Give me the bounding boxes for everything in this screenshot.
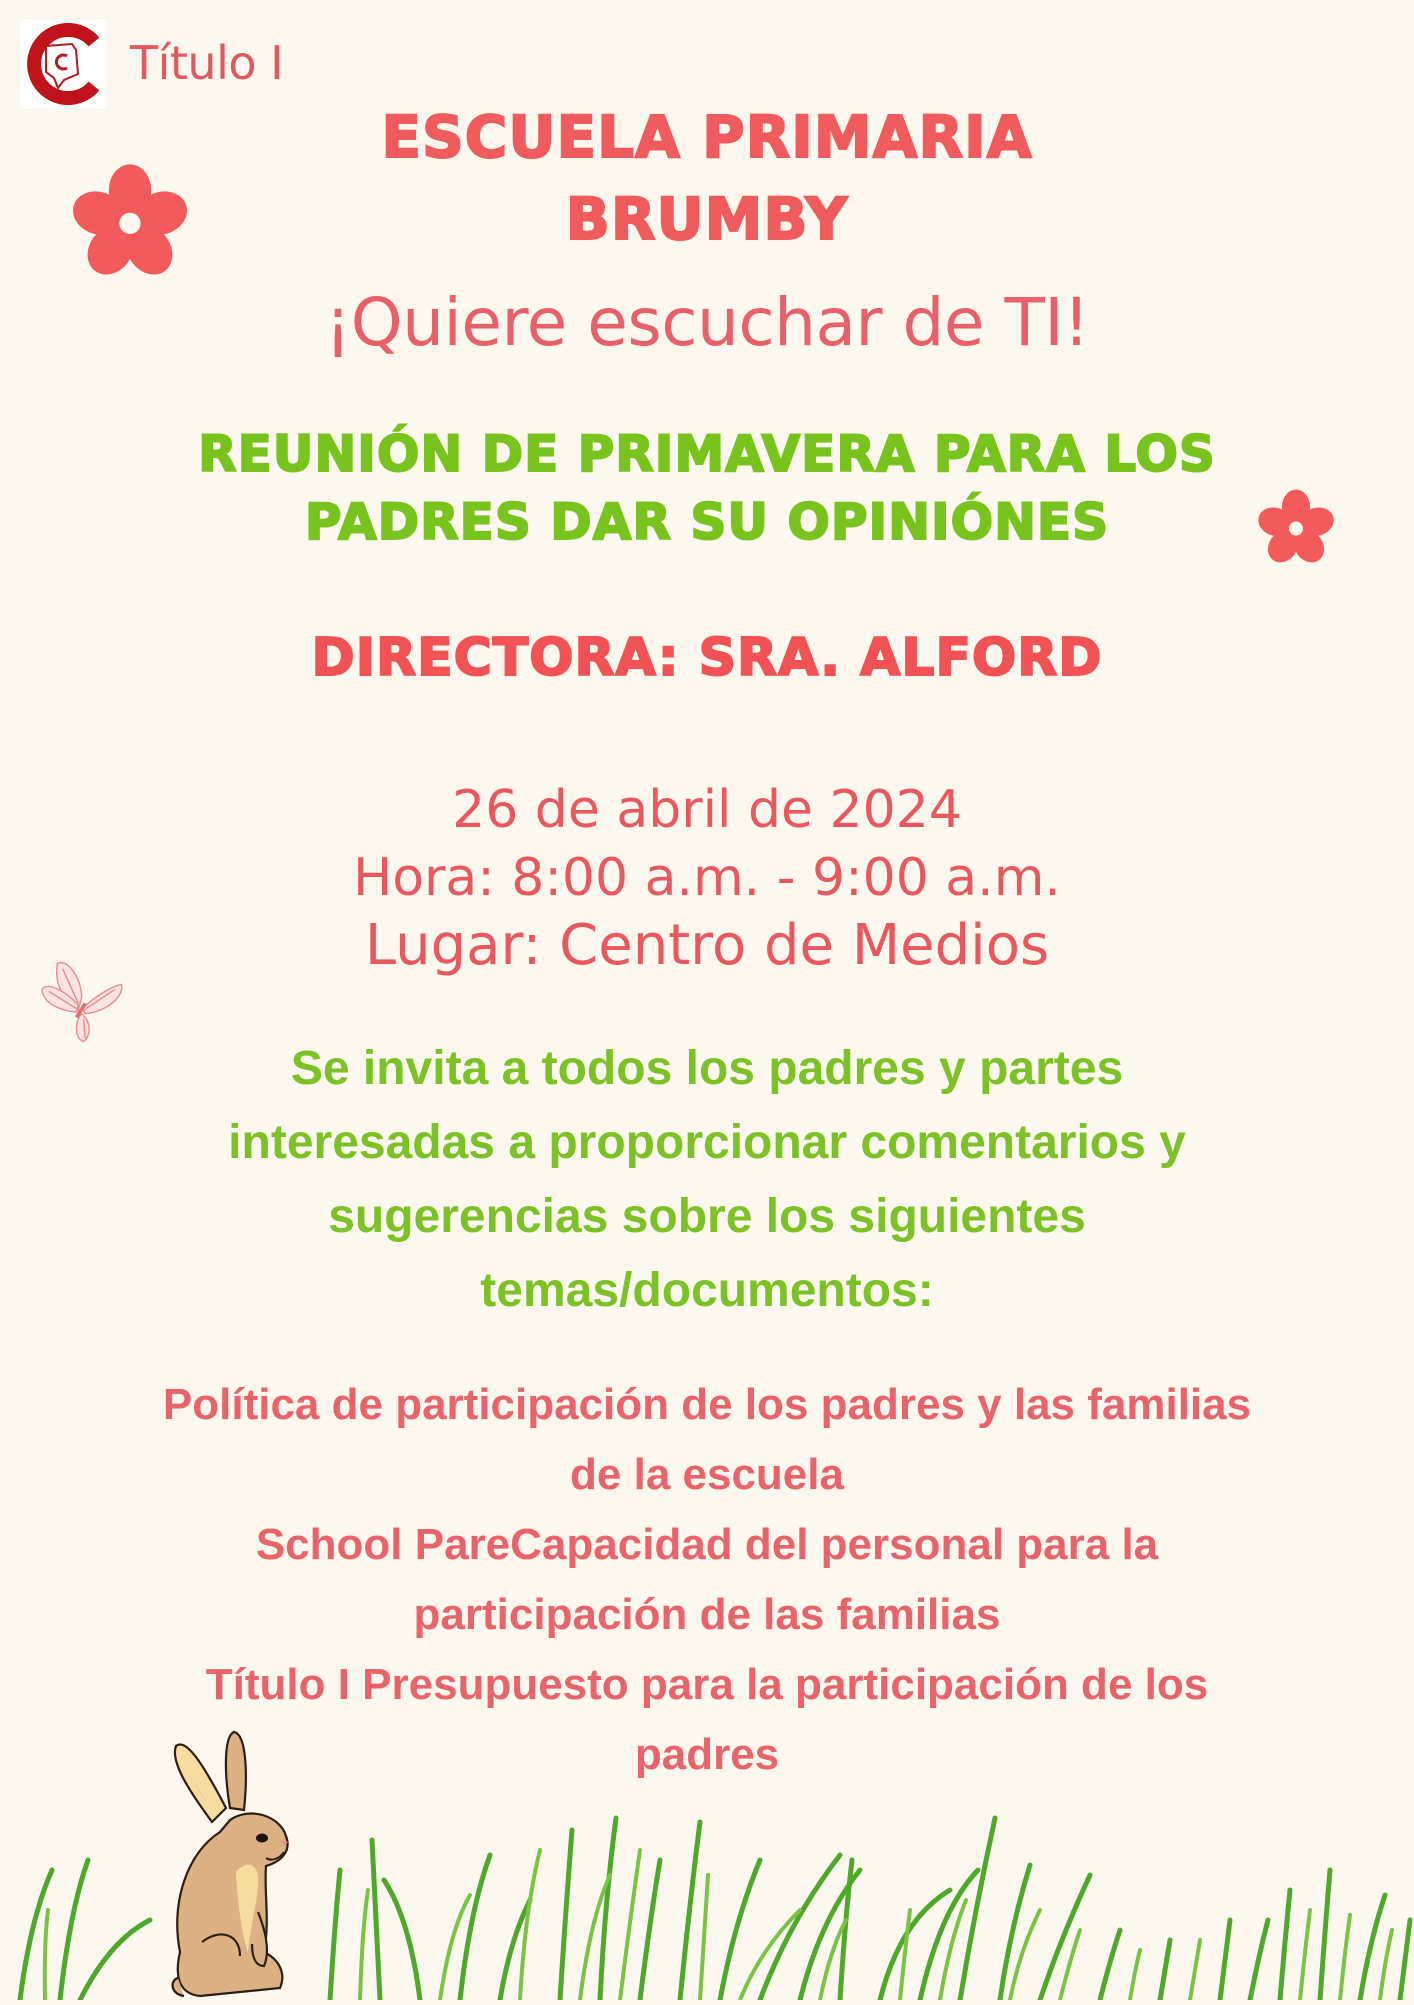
topic-line: participación de las familias bbox=[413, 1590, 1001, 1639]
topic-item bbox=[60, 1370, 1354, 1510]
topic-line: de la escuela bbox=[570, 1450, 844, 1499]
event-details bbox=[0, 776, 1414, 980]
event-time: Hora: 8:00 a.m. - 9:00 a.m. bbox=[353, 848, 1061, 908]
invitation-text bbox=[0, 1032, 1414, 1328]
topic-line: School PareCapacidad del personal para la bbox=[255, 1520, 1159, 1569]
bunny-icon bbox=[140, 1712, 310, 2000]
invitation-line: temas/documentos: bbox=[480, 1264, 934, 1317]
invitation-line: interesadas a proporcionar comentarios y bbox=[228, 1116, 1186, 1169]
district-c-logo-icon bbox=[20, 20, 106, 108]
topic-item bbox=[60, 1510, 1354, 1650]
meeting-title bbox=[0, 420, 1414, 556]
event-date: 26 de abril de 2024 bbox=[452, 780, 962, 840]
school-name-line: ESCUELA PRIMARIA bbox=[381, 103, 1033, 171]
school-name-line: BRUMBY bbox=[565, 185, 849, 253]
school-name bbox=[0, 96, 1414, 260]
topic-line: padres bbox=[634, 1730, 780, 1779]
event-location: Lugar: Centro de Medios bbox=[364, 913, 1050, 978]
meeting-title-line: REUNIÓN DE PRIMAVERA PARA LOS bbox=[198, 425, 1216, 483]
invitation-line: Se invita a todos los padres y partes bbox=[290, 1042, 1124, 1095]
tagline: ¡Quiere escuchar de TI! bbox=[324, 284, 1090, 361]
topic-line: Política de participación de los padres y las familias bbox=[162, 1380, 1252, 1429]
invitation-line: sugerencias sobre los siguientes bbox=[328, 1190, 1086, 1243]
topic-line: Título I Presupuesto para la participación de los bbox=[205, 1660, 1209, 1709]
director-name: DIRECTORA: SRA. ALFORD bbox=[311, 628, 1103, 688]
title-one-label: Título I bbox=[130, 36, 284, 90]
meeting-title-line: PADRES DAR SU OPINIÓNES bbox=[304, 493, 1110, 551]
